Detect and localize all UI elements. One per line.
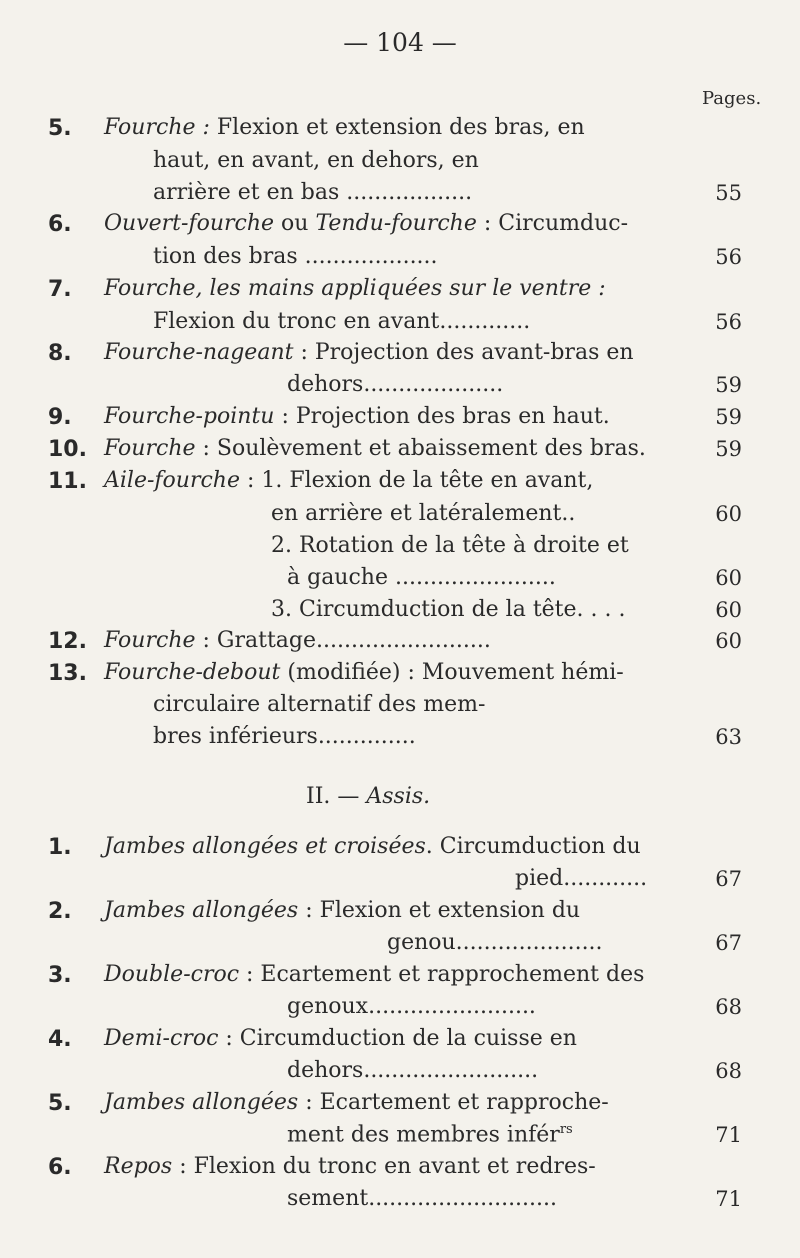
entry-number: 8.	[48, 341, 72, 366]
entry-number: 9.	[48, 405, 72, 430]
entry-line: haut, en avant, en dehors, en	[153, 148, 479, 173]
entry-number: 4.	[48, 1027, 72, 1052]
entry-number: 1.	[48, 835, 72, 860]
entry-number: 12.	[48, 629, 87, 654]
page-ref: 56	[715, 310, 742, 334]
entry-number: 3.	[48, 963, 72, 988]
entry-number: 5.	[48, 1091, 72, 1116]
entry-line: tion des bras ...................	[153, 244, 438, 269]
page-ref: 63	[715, 725, 742, 749]
pages-column-label: Pages.	[702, 88, 762, 109]
entry-number: 5.	[48, 116, 72, 141]
entry-line: ment des membres infér$^{rs}$	[287, 1122, 573, 1148]
entry-line: genoux........................	[287, 994, 536, 1019]
page-number: — 104 —	[343, 28, 457, 57]
page-ref: 71	[715, 1123, 742, 1147]
page-ref: 59	[715, 437, 742, 461]
page-ref: 60	[715, 502, 742, 526]
entry-line: genou.....................	[387, 930, 603, 955]
page-ref: 67	[715, 867, 742, 891]
entry-number: 11.	[48, 469, 87, 494]
page-ref: 60	[715, 629, 742, 653]
entry-line: Fourche : Grattage.........................	[104, 628, 491, 653]
entry-number: 6.	[48, 212, 72, 237]
entry-line: dehors.........................	[287, 1058, 539, 1083]
entry-number: 10.	[48, 437, 87, 462]
section-title: II. — Assis.	[306, 784, 431, 809]
entry-line: en arrière et latéralement..	[271, 501, 576, 526]
page-ref: 55	[715, 181, 742, 205]
page-ref: 60	[715, 566, 742, 590]
entry-line: Repos : Flexion du tronc en avant et redres-	[104, 1154, 596, 1179]
entry-line: à gauche .......................	[287, 565, 556, 590]
entry-line: Jambes allongées : Flexion et extension du	[104, 898, 581, 923]
page-ref: 59	[715, 405, 742, 429]
entry-line: pied............	[515, 866, 648, 891]
entry-line: Fourche-debout (modifiée) : Mouvement hémi-	[104, 660, 624, 685]
entry-number: 13.	[48, 661, 87, 686]
entry-line: Fourche, les mains appliquées sur le ventre :	[104, 276, 606, 301]
page-ref: 68	[715, 995, 742, 1019]
entry-line: dehors....................	[287, 372, 504, 397]
page-ref: 71	[715, 1187, 742, 1211]
entry-line: 3. Circumduction de la tête. . . .	[271, 597, 626, 622]
entry-number: 7.	[48, 277, 72, 302]
entry-number: 6.	[48, 1155, 72, 1180]
page-ref: 60	[715, 598, 742, 622]
page-ref: 56	[715, 245, 742, 269]
entry-line: Fourche : Flexion et extension des bras, en	[104, 115, 585, 140]
entry-line: Fourche : Soulèvement et abaissement des bras.	[104, 436, 646, 461]
entry-number: 2.	[48, 899, 72, 924]
page-ref: 68	[715, 1059, 742, 1083]
entry-line: Jambes allongées et croisées. Circumduction du	[104, 834, 641, 859]
entry-line: Aile-fourche : 1. Flexion de la tête en avant,	[104, 468, 594, 493]
entry-line: Double-croc : Ecartement et rapprochement des	[104, 962, 645, 987]
entry-line: Jambes allongées : Ecartement et rapproche-	[104, 1090, 609, 1115]
entry-line: Flexion du tronc en avant.............	[153, 309, 531, 334]
entry-line: sement...........................	[287, 1186, 558, 1211]
entry-line: Fourche-nageant : Projection des avant-bras en	[104, 340, 634, 365]
entry-line: arrière et en bas ..................	[153, 180, 473, 205]
entry-line: Fourche-pointu : Projection des bras en haut.	[104, 404, 610, 429]
page-ref: 67	[715, 931, 742, 955]
page-ref: 59	[715, 373, 742, 397]
entry-line: bres inférieurs..............	[153, 724, 416, 749]
entry-line: Demi-croc : Circumduction de la cuisse en	[104, 1026, 577, 1051]
entry-line: 2. Rotation de la tête à droite et	[271, 533, 629, 558]
entry-line: circulaire alternatif des mem-	[153, 692, 486, 717]
entry-line: Ouvert-fourche ou Tendu-fourche : Circumduc-	[104, 211, 629, 236]
